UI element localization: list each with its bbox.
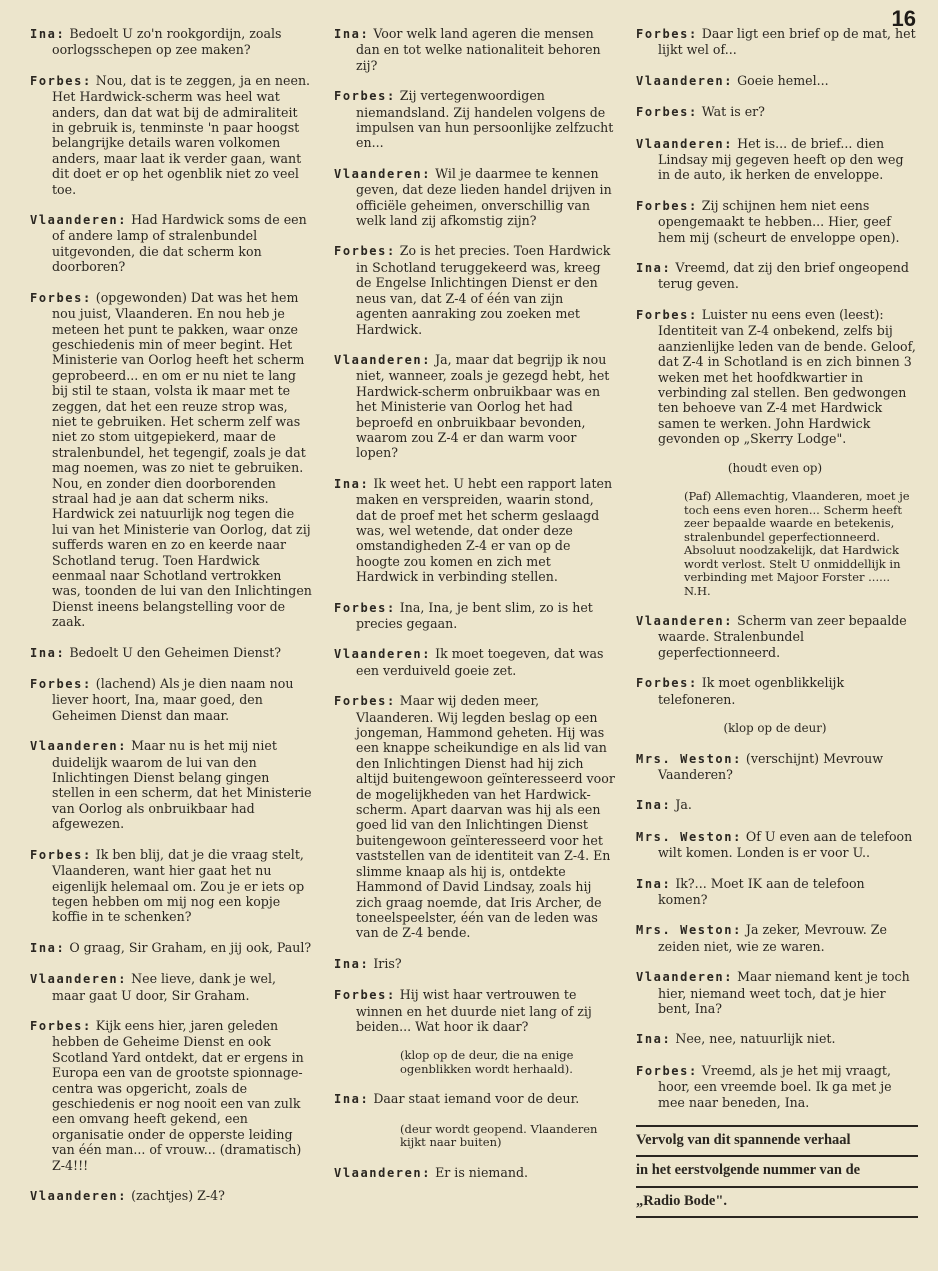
speech-text: Maar niemand kent je toch hier, niemand weet toch, dat je hier bent, Ina? [658, 969, 910, 1017]
dialogue-line [636, 613, 918, 660]
speaker-name: Forbes: [334, 600, 396, 615]
speaker-name: Forbes: [636, 1063, 698, 1078]
speaker-name: Forbes: [30, 73, 92, 88]
dialogue-line [636, 751, 918, 783]
speech-text: Ik moet toegeven, dat was een verduiveld goeie zet. [356, 646, 604, 678]
speaker-name: Ina: [30, 940, 66, 955]
speech-text: Wat is er? [701, 104, 765, 120]
dialogue-line [636, 260, 918, 292]
speaker-name: Forbes: [334, 89, 396, 104]
dialogue-line [636, 922, 918, 954]
speaker-name: Ina: [30, 645, 66, 660]
speech-text: Ik weet het. U hebt een rapport laten maken en verspreiden, waarin stond, dat de proef met het scherm geslaagd was, wel wetende, dat onder deze omstandigheden Z-4 er van op de hoogte zou komen en zich met Hardwick in verbinding stellen. [356, 475, 613, 585]
dialogue-line [334, 26, 616, 73]
speech-text: Goeie hemel... [737, 72, 829, 88]
speech-text: Nee, nee, natuurlijk niet. [675, 1031, 836, 1047]
dialogue-line [30, 940, 312, 956]
speaker-name: Vlaanderen: [636, 970, 734, 985]
dialogue-line [636, 136, 918, 183]
speaker-name: Forbes: [30, 290, 92, 305]
dialogue-line [334, 1091, 616, 1107]
dialogue-line [30, 73, 312, 197]
speech-text: Ik?... Moet IK aan de telefoon komen? [658, 875, 865, 907]
speaker-name: Ina: [334, 956, 370, 971]
speech-text: Maar wij deden meer, Vlaanderen. Wij legden beslag op een jongeman, Hammond geheten. Hij was een knappe scheikundige en als lid van den Inlichtingen Dienst had hij zich altijd buitengewoon geïnteresseerd voor de mogelijkheden van het Hardwick-scherm. Apart daarvan was hij als een goed lid van den Inlichtingen Dienst buitengewoon geïnteresseerd voor het vaststellen van de identiteit van Z-4. En slimme knaap als hij is, ontdekte Hammond of David Lindsay, zoals hij zich graag noemde, dat Iris Archer, de toneelspeelster, één van de leden was van de Z-4 bende. [356, 693, 615, 941]
speech-text: Ina, Ina, je bent slim, zo is het precies gegaan. [356, 599, 593, 631]
column-2 [334, 26, 616, 1196]
dialogue-line [636, 969, 918, 1016]
speaker-name: Vlaanderen: [334, 352, 432, 367]
speech-text: Had Hardwick soms de een of andere lamp of stralenbundel uitgevonden, die dat scherm kon doorboren? [52, 212, 307, 275]
speaker-name: Vlaanderen: [636, 73, 734, 88]
dialogue-line [636, 1031, 918, 1047]
speech-text: Daar ligt een brief op de mat, het lijkt wel of... [658, 26, 916, 58]
speaker-name: Vlaanderen: [334, 1165, 432, 1180]
speaker-name: Vlaanderen: [30, 213, 128, 228]
speaker-name: Vlaanderen: [636, 136, 734, 151]
stage-direction: (deur wordt geopend. Vlaanderen kijkt naar buiten) [400, 1121, 598, 1150]
dialogue-line [334, 88, 616, 151]
stage-direction: (klop op de deur, die na enige ogenblikken wordt herhaald). [400, 1048, 574, 1076]
speech-text: O graag, Sir Graham, en jij ook, Paul? [69, 939, 312, 955]
stage-direction: (houdt even op) [727, 460, 823, 475]
dialogue-line [636, 73, 918, 89]
speaker-name: Forbes: [334, 244, 396, 259]
dialogue-line [30, 290, 312, 630]
continued-line: in het eerstvolgende nummer van de [636, 1155, 918, 1185]
speaker-name: Ina: [636, 261, 672, 276]
speech-text: Wil je daarmee te kennen geven, dat deze lieden handel drijven in officiële geheimen, onverschillig van welk land zij afkomstig zijn? [356, 165, 612, 229]
dialogue-line [30, 212, 312, 275]
speech-text: Maar nu is het mij niet duidelijk waarom de lui van den Inlichtingen Dienst belang gingen stellen in een scherm, dat het Ministerie van Oorlog als onbruikbaar had afgewezen. [52, 738, 312, 832]
dialogue-line [30, 645, 312, 661]
dialogue-line [334, 600, 616, 632]
page-number: 16 [891, 6, 916, 31]
continued-notice [636, 1125, 918, 1218]
speech-text: (lachend) Als je dien naam nou liever hoort, Ina, maar goed, den Geheimen Dienst dan maar. [52, 676, 294, 723]
dialogue-line [334, 352, 616, 461]
speaker-name: Mrs. Weston: [636, 829, 742, 844]
speech-text: Nou, dat is te zeggen, ja en neen. Het Hardwick-scherm was heel wat anders, dan dat wat bij de admiraliteit in gebruik is, tenminste 'n paar hoogst belangrijke details waren volkomen anders, maar laat ik verder gaan, want dit doet er op het ogenblik niet zo veel toe. [52, 72, 311, 197]
continued-line: Vervolg van dit spannende verhaal [636, 1125, 918, 1155]
speech-text: Iris? [373, 955, 402, 971]
speech-text: Er is niemand. [435, 1164, 529, 1180]
column-3 [636, 26, 918, 1218]
dialogue-line [30, 1018, 312, 1173]
speaker-name: Ina: [636, 798, 672, 813]
dialogue-line [334, 166, 616, 229]
speaker-name: Forbes: [636, 198, 698, 213]
speaker-name: Ina: [30, 27, 66, 41]
speaker-name: Vlaanderen: [636, 614, 734, 629]
speech-text: Zij vertegenwoordigen niemandsland. Zij handelen volgens de impulsen van hun persoonlijke zelfzucht en... [356, 88, 614, 151]
speech-text: Ik ben blij, dat je die vraag stelt, Vlaanderen, want hier gaat het nu eigenlijk helemaal om. Zou je er iets op tegen hebben om mij nog een kopje koffie in te schenken? [52, 846, 305, 925]
speech-text: (zachtjes) Z-4? [131, 1188, 225, 1203]
speaker-name: Mrs. Weston: [636, 751, 742, 766]
speaker-name: Forbes: [30, 677, 92, 692]
speaker-name: Ina: [334, 27, 370, 41]
speaker-name: Forbes: [636, 105, 698, 120]
speaker-name: Forbes: [636, 676, 698, 691]
dialogue-line [334, 476, 616, 585]
stage-direction: (klop op de deur) [723, 721, 827, 736]
speech-text: Ik moet ogenblikkelijk telefoneren. [658, 675, 845, 707]
speaker-name: Vlaanderen: [30, 739, 128, 754]
dialogue-line [30, 738, 312, 831]
speech-text: Vreemd, als je het mij vraagt, hoor, een vreemde boel. Ik ga met je mee naar beneden, Ina. [658, 1062, 892, 1110]
speaker-name: Ina: [334, 476, 370, 491]
dialogue-line [30, 971, 312, 1003]
speaker-name: Vlaanderen: [334, 647, 432, 662]
speech-text: Ja. [675, 797, 692, 813]
dialogue-line [636, 307, 918, 447]
speech-text: Ja, maar dat begrijp ik nou niet, wanneer, zoals je gezegd hebt, het Hardwick-scherm onbruikbaar was en het Ministerie van Oorlog het had beproefd en onbruikbaar bevonden, waarom zou Z-4 er dan warm voor lopen? [356, 351, 610, 461]
speaker-name: Mrs. Weston: [636, 923, 742, 938]
dialogue-line [334, 243, 616, 336]
column-1 [30, 26, 312, 1219]
dialogue-line [334, 1165, 616, 1181]
telegram-text: (Paf) Allemachtig, Vlaanderen, moet je toch eens even horen... Scherm heeft zeer bepaalde waarde en betekenis, stralenbundel geperfectionneerd. Absoluut noodzakelijk, dat Hardwick wordt verlost. Stelt U onmiddellijk in verbinding met Majoor Forster ...... N.H. [684, 489, 910, 598]
dialogue-line [636, 198, 918, 245]
speech-text: Luister nu eens even (leest): Identiteit van Z-4 onbekend, zelfs bij aanzienlijke leden van de bende. Geloof, dat Z-4 in Schotland is en zich binnen 3 weken met het hoofdkwartier in verbinding zal stellen. Ben gedwongen ten behoeve van Z-4 met Hardwick samen te werken. John Hardwick gevonden op „Skerry Lodge". [658, 306, 916, 447]
speaker-name: Forbes: [30, 847, 92, 862]
dialogue-line [636, 829, 918, 861]
continued-line: „Radio Bode". [636, 1186, 918, 1218]
speech-text: Zij schijnen hem niet eens opengemaakt te hebben... Hier, geef hem mij (scheurt de enveloppe open). [658, 197, 900, 245]
speech-text: Hij wist haar vertrouwen te winnen en het duurde niet lang of zij beiden... Wat hoor ik daar? [356, 987, 592, 1034]
speaker-name: Vlaanderen: [334, 166, 432, 181]
speech-text: Het is... de brief... dien Lindsay mij gegeven heeft op den weg in de auto, ik herken de enveloppe. [658, 135, 904, 183]
speaker-name: Forbes: [636, 27, 698, 41]
speaker-name: Forbes: [334, 694, 396, 709]
dialogue-line [636, 26, 918, 58]
dialogue-line [636, 876, 918, 908]
speech-text: Vreemd, dat zij den brief ongeopend terug geven. [658, 260, 909, 292]
speech-text: Scherm van zeer bepaalde waarde. Stralenbundel geperfectionneerd. [658, 613, 907, 660]
speaker-name: Ina: [636, 876, 672, 891]
speech-text: (verschijnt) Mevrouw Vaanderen? [658, 750, 884, 782]
speech-text: Ja zeker, Mevrouw. Ze zeiden niet, wie ze waren. [658, 922, 887, 954]
speaker-name: Vlaanderen: [30, 972, 128, 987]
dialogue-line [30, 1188, 312, 1204]
speaker-name: Forbes: [636, 307, 698, 322]
speech-text: Bedoelt U zo'n rookgordijn, zoals oorlogsschepen op zee maken? [52, 26, 282, 58]
speech-text: Kijk eens hier, jaren geleden hebben de Geheime Dienst en ook Scotland Yard ontdekt, dat er ergens in Europa een van de grootste spionnage-centra was opgericht, zoals de geschiedenis er nog nooit een van zulk een omvang heeft gekend, een organisatie onder de opperste leiding van één man... of vrouw... (dramatisch) Z-4!!! [52, 1017, 304, 1173]
dialogue-line [334, 693, 616, 941]
dialogue-line [636, 1063, 918, 1110]
speaker-name: Forbes: [30, 1018, 92, 1033]
speaker-name: Ina: [334, 1092, 370, 1107]
speaker-name: Vlaanderen: [30, 1189, 128, 1203]
speech-text: (opgewonden) Dat was het hem nou juist, Vlaanderen. En nou heb je meteen het punt te pakken, waar onze geschiedenis min of meer begint. Het Ministerie van Oorlog heeft het scherm geprobeerd... en om er nu niet te lang bij stil te staan, volsta ik maar met te zeggen, dat het een reuze strop was, niet te gebruiken. Het scherm zelf was niet zo stom uitgepiekerd, maar de stralenbundel, het tegengif, zoals je dat mag noemen, was zo niet te gebruiken. Nou, en zonder dien doorborenden straal had je aan dat scherm niks. Hardwick zei natuurlijk nog tegen die lui van het Ministerie van Oorlog, dat zij sufferds waren en zo en keerde naar Schotland terug. Toen Hardwick eenmaal naar Schotland vertrokken was, toonden de lui van den Inlichtingen Dienst ineens belangstelling voor de zaak. [52, 289, 312, 630]
speech-text: Bedoelt U den Geheimen Dienst? [69, 644, 282, 660]
dialogue-line [334, 646, 616, 678]
speech-text: Nee lieve, dank je wel, maar gaat U door, Sir Graham. [52, 971, 277, 1003]
dialogue-line [334, 987, 616, 1034]
dialogue-line [30, 26, 312, 58]
speech-text: Zo is het precies. Toen Hardwick in Schotland teruggekeerd was, kreeg de Engelse Inlichtingen Dienst er den neus van, dat Z-4 of één van zijn agenten aanraking zou zoeken met Hardwick. [356, 243, 611, 337]
dialogue-line [334, 956, 616, 972]
speech-text: Of U even aan de telefoon wilt komen. Londen is er voor U.. [658, 828, 913, 861]
speech-text: Voor welk land ageren die mensen dan en tot welke nationaliteit behoren zij? [356, 26, 601, 73]
dialogue-line [636, 797, 918, 813]
dialogue-line [636, 104, 918, 120]
dialogue-line [30, 676, 312, 723]
dialogue-line [636, 675, 918, 707]
speaker-name: Forbes: [334, 988, 396, 1003]
speech-text: Daar staat iemand voor de deur. [373, 1091, 580, 1107]
dialogue-line [30, 847, 312, 925]
speaker-name: Ina: [636, 1032, 672, 1047]
